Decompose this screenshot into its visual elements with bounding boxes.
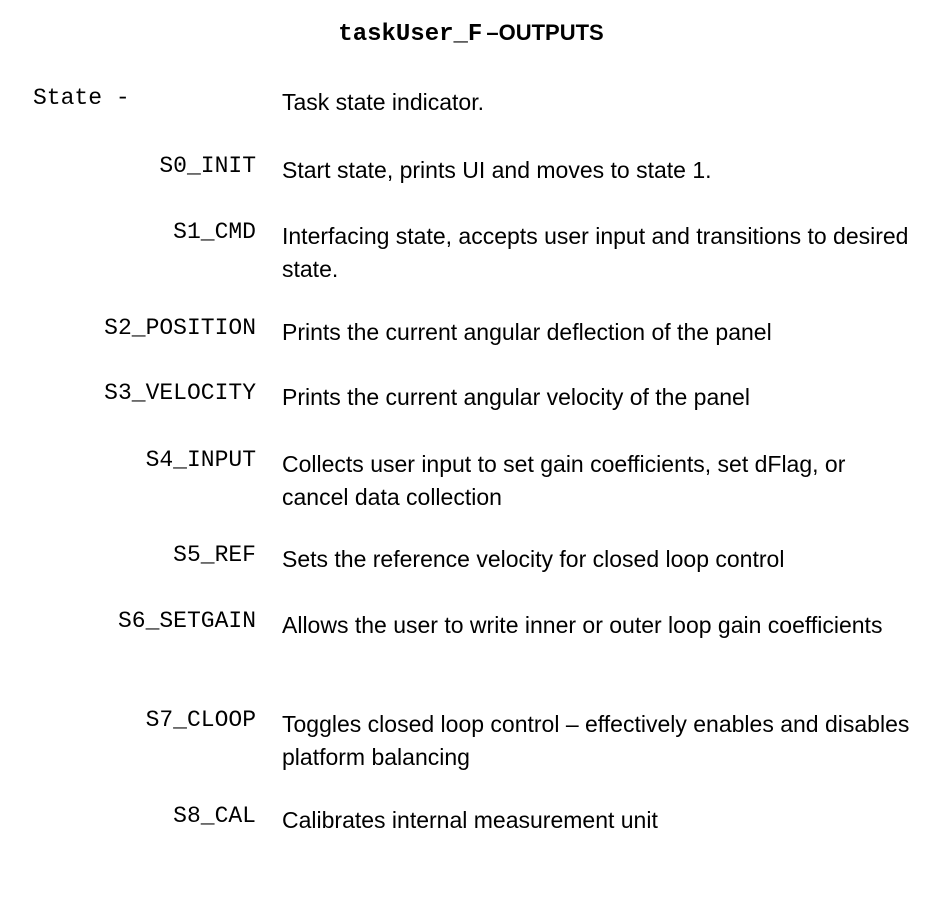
state-row-description: Prints the current angular deflection of the panel bbox=[282, 319, 772, 345]
state-name: S3_VELOCITY bbox=[104, 380, 256, 406]
state-name: S0_INIT bbox=[159, 153, 256, 179]
state-description: Task state indicator. bbox=[282, 89, 484, 115]
state-name: S6_SETGAIN bbox=[117, 608, 256, 634]
state-name: S4_INPUT bbox=[145, 447, 256, 473]
state-row-description: Sets the reference velocity for closed loop control bbox=[282, 546, 785, 572]
state-row-description: Allows the user to write inner or outer loop gain coefficients bbox=[282, 612, 883, 638]
state-row-description: Start state, prints UI and moves to state 1. bbox=[282, 157, 712, 183]
state-name: S8_CAL bbox=[173, 803, 256, 829]
state-row-description: Interfacing state, accepts user input and transitions to desired state. bbox=[282, 223, 909, 282]
title-code: taskUser_F bbox=[338, 21, 483, 48]
title-text: OUTPUTS bbox=[498, 20, 604, 45]
state-name: S7_CLOOP bbox=[145, 707, 256, 733]
state-row-description: Collects user input to set gain coefficients, set dFlag, or cancel data collection bbox=[282, 451, 846, 510]
state-row-description: Toggles closed loop control – effectively enables and disables platform balancing bbox=[282, 711, 910, 770]
state-label: State - bbox=[33, 85, 130, 111]
state-name: S2_POSITION bbox=[104, 315, 256, 341]
title-separator: – bbox=[486, 20, 499, 45]
state-name: S1_CMD bbox=[173, 219, 256, 245]
state-row-description: Prints the current angular velocity of the panel bbox=[282, 384, 750, 410]
state-row-description: Calibrates internal measurement unit bbox=[282, 807, 658, 833]
state-name: S5_REF bbox=[173, 542, 256, 568]
page-title bbox=[0, 18, 942, 51]
